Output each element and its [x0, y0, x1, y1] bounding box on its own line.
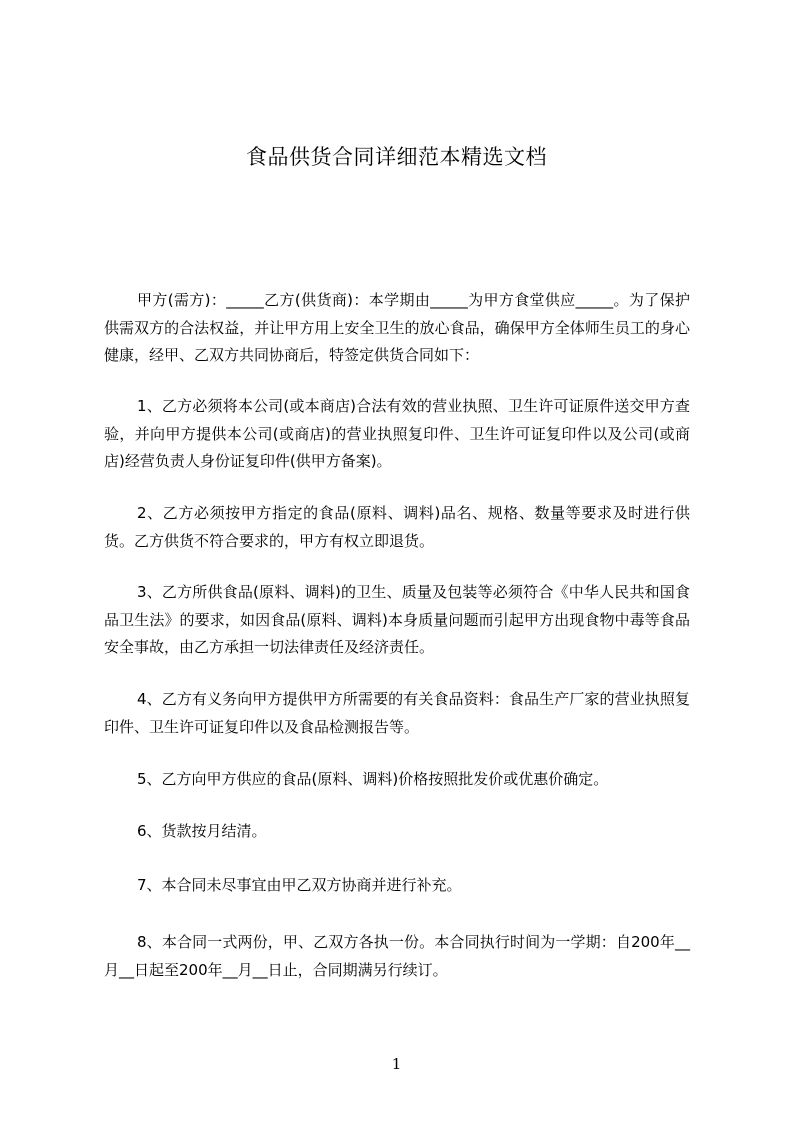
document-title: 食品供货合同详细范本精选文档: [246, 145, 547, 169]
clause-8-paragraph: 8、本合同一式两份，甲、乙双方各执一份。本合同执行时间为一学期：自200年__月__日起至200年__月__日止，合同期满另行续订。: [104, 933, 690, 979]
page-number: 1: [391, 1055, 402, 1073]
clause-3-paragraph: 3、乙方所供食品(原料、调料)的卫生、质量及包装等必须符合《中华人民共和国食品卫生法》的要求，如因食品(原料、调料)本身质量问题而引起甲方出现食物中毒等食品安全事故，由乙方承担一切法律责任及经济责任。: [104, 583, 690, 656]
clause-7-paragraph: 7、本合同未尽事宜由甲乙双方协商并进行补充。: [137, 876, 462, 894]
clause-1-paragraph: 1、乙方必须将本公司(或本商店)合法有效的营业执照、卫生许可证原件送交甲方查验，并向甲方提供本公司(或商店)的营业执照复印件、卫生许可证复印件以及公司(或商店)经营负责人身份证复印件(供甲方备案)。: [104, 397, 690, 470]
clause-2-paragraph: 2、乙方必须按甲方指定的食品(原料、调料)品名、规格、数量等要求及时进行供货。乙方供货不符合要求的，甲方有权立即退货。: [104, 504, 690, 550]
clause-4-paragraph: 4、乙方有义务向甲方提供甲方所需要的有关食品资料：食品生产厂家的营业执照复印件、卫生许可证复印件以及食品检测报告等。: [104, 690, 690, 736]
clause-6-paragraph: 6、货款按月结清。: [137, 822, 267, 840]
contract-intro-paragraph: 甲方(需方)：_____乙方(供货商)：本学期由_____为甲方食堂供应_____。为了保护供需双方的合法权益，并让甲方用上安全卫生的放心食品，确保甲方全体师生员工的身心健康，经甲、乙双方共同协商后，特签定供货合同如下：: [104, 291, 690, 364]
clause-5-paragraph: 5、乙方向甲方供应的食品(原料、调料)价格按照批发价或优惠价确定。: [137, 770, 609, 788]
